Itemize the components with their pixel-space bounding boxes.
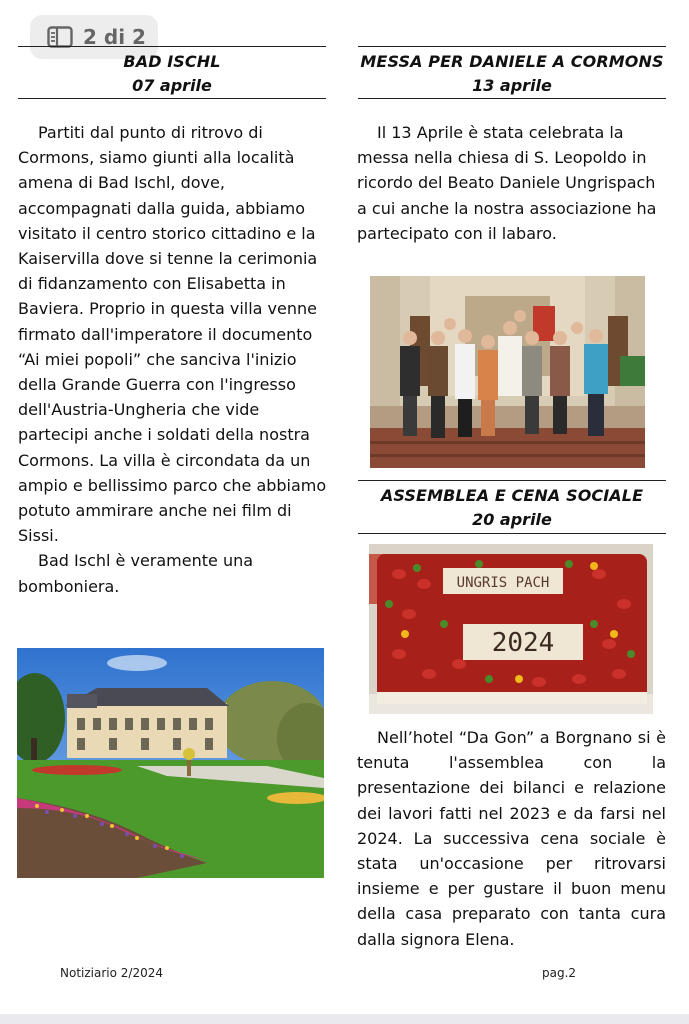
right-header-1-title: MESSA PER DANIELE A CORMONS — [360, 52, 664, 71]
right-paragraph-1: Il 13 Aprile è stata celebrata la messa nella chiesa di S. Leopoldo in ricordo del Beato Daniele Ungrispach a cui anche la nostra associazione ha partecipato con il labaro. — [357, 123, 657, 243]
right-header-2-date: 20 aprile — [472, 510, 552, 529]
right-header-1-top-rule — [358, 46, 666, 47]
page-indicator-label: 2 di 2 — [83, 25, 146, 49]
right-header-2-title: ASSEMBLEA E CENA SOCIALE — [380, 486, 644, 505]
left-header-bottom-rule — [18, 98, 326, 99]
page-view-icon — [47, 26, 73, 48]
left-article-text — [18, 120, 330, 599]
right-header-2-top-rule — [358, 480, 666, 481]
viewer-bottom-strip — [0, 1014, 689, 1024]
kaiservilla-photo — [17, 648, 324, 878]
left-header-date: 07 aprile — [132, 76, 212, 95]
footer-page-number: pag.2 — [542, 966, 577, 980]
cake-year-text: 2024 — [491, 628, 555, 658]
left-header-title: BAD ISCHL — [123, 52, 221, 71]
cake-name-text: UNGRIS PACH — [456, 575, 550, 591]
cake-photo — [369, 544, 653, 714]
left-paragraph-1: Partiti dal punto di ritrovo di Cormons, siamo giunti alla località amena di Bad Ischl, dove, accompagnati dalla guida, abbiamo visitato il centro storico cittadino e la Kaiservilla dove si tenne la cerimonia di fidanzamento con Elisabetta in Baviera. Proprio in questa villa venne firmato dall'imperatore il documento “Ai miei popoli” che sanciva l'inizio della Grande Guerra con l'ingresso dell'Austria-Ungheria che vide partecipi anche i soldati della nostra Cormons. La villa è circondata da un ampio e bellissimo parco che abbiamo potuto ammirare anche nei film di Sissi. — [18, 123, 327, 546]
right-header-2-bottom-rule — [358, 533, 666, 534]
right-section-1-text — [357, 120, 661, 246]
right-section-1-header — [358, 50, 666, 98]
right-header-1-bottom-rule — [358, 98, 666, 99]
right-section-2-text — [357, 725, 666, 952]
footer-issue: Notiziario 2/2024 — [60, 966, 163, 980]
left-header-top-rule — [18, 46, 326, 47]
church-group-photo — [370, 276, 645, 468]
left-paragraph-2: Bad Ischl è veramente una bomboniera. — [18, 551, 254, 596]
right-paragraph-2: Nell’hotel “Da Gon” a Borgnano si è tenuta l'assemblea con la presentazione dei bilanci e relazione dei lavori fatti nel 2023 e da farsi nel 2024. La successiva cena sociale è stata un'occasione per ritrovarsi insieme e per gustare il buon menu della casa preparato con tanta cura dalla signora Elena. — [357, 728, 666, 949]
right-section-2-header — [358, 484, 666, 532]
right-header-1-date: 13 aprile — [472, 76, 552, 95]
left-section-header — [18, 50, 326, 98]
